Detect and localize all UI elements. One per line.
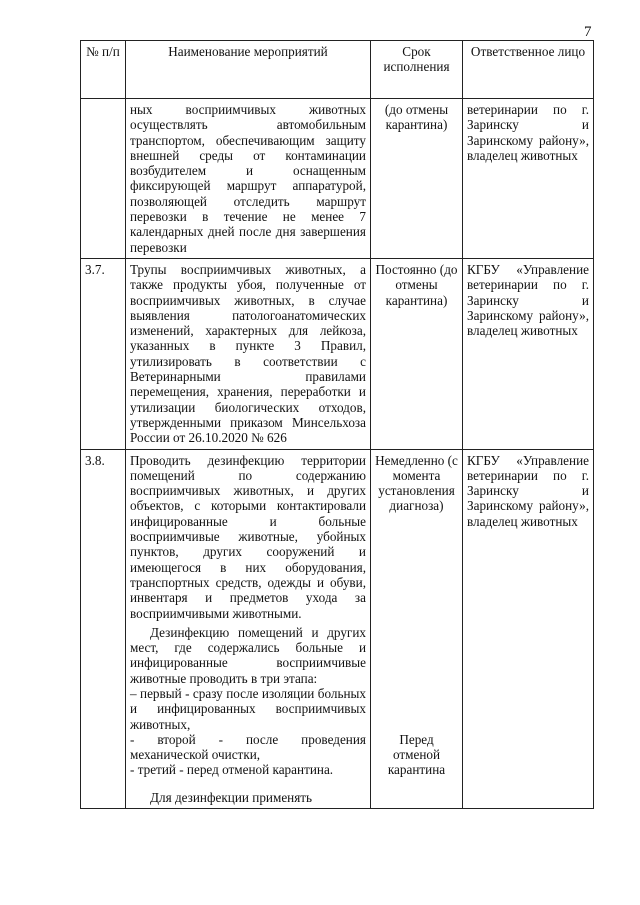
row-paragraph: Для дезинфекции применять [150,789,313,805]
table-row [81,449,594,809]
row-text: ных восприимчивых животных осуществлять автомобильным транспортом, обеспечивающим защиту внешней среды от контаминации возбудителем и оснащенным фиксирующей маршрут аппаратурой, позволяющей отследить маршрут перевозки в течение не менее 7 календарных дней после дня завершения перевозки [126,99,371,259]
header-term: Срок исполнения [371,41,463,99]
row-number: 3.7. [81,258,126,449]
row-number [81,99,126,259]
page-number: 7 [584,24,592,40]
row-term [371,449,463,809]
header-name: Наименование мероприятий [126,41,371,99]
row-number: 3.8. [81,449,126,809]
table-row [81,99,594,259]
row-term-before-lift: Перед отменой карантина [387,731,446,778]
row-term-immediate: Немедленно (с момента установления диагноза) [375,452,458,514]
row-text [126,449,371,809]
table-row [81,258,594,449]
table-header-row [81,41,594,99]
header-num: № п/п [81,41,126,99]
stage-item: - второй - после проведения механической очистки, [130,731,366,763]
header-responsible: Ответственное лицо [463,41,594,99]
measures-table [80,40,594,809]
row-responsible: КГБУ «Управление ветеринарии по г. Заринску и Заринскому району», владелец животных [463,449,594,809]
row-responsible: КГБУ «Управление ветеринарии по г. Заринску и Заринскому району», владелец животных [463,258,594,449]
row-text: Трупы восприимчивых животных, а также продукты убоя, полученные от восприимчивых животных, в случае выявления патологоанатомических изменений, характерных для лейкоза, указанных в пункте 3 Правил, утилизировать в соответствии с Ветеринарными правилами перемещения, хранения, переработки и утилизации биологических отходов, утвержденными приказом Минсельхоза России от 26.10.2020 № 626 [126,258,371,449]
row-paragraph: Дезинфекцию помещений и других мест, где содержались больные и инфицированные восприимчивые животные проводить в три этапа: [130,624,366,686]
stage-item: - третий - перед отменой карантина. [130,762,334,778]
row-paragraph: Проводить дезинфекцию территории помещений по содержанию восприимчивых животных, и других объектов, с которыми контактировали инфицированные и больные восприимчивые животные, убойных пунктов, других сооружений и имеющегося в них оборудования, транспортных средств, одежды и обуви, инвентаря и предметов ухода за восприимчивыми животными. [130,452,366,621]
row-term: (до отмены карантина) [371,99,463,259]
row-term: Постоянно (до отмены карантина) [371,258,463,449]
stage-item: – первый - сразу после изоляции больных и инфицированных восприимчивых животных, [130,685,366,732]
row-responsible: ветеринарии по г. Заринску и Заринскому району», владелец животных [463,99,594,259]
